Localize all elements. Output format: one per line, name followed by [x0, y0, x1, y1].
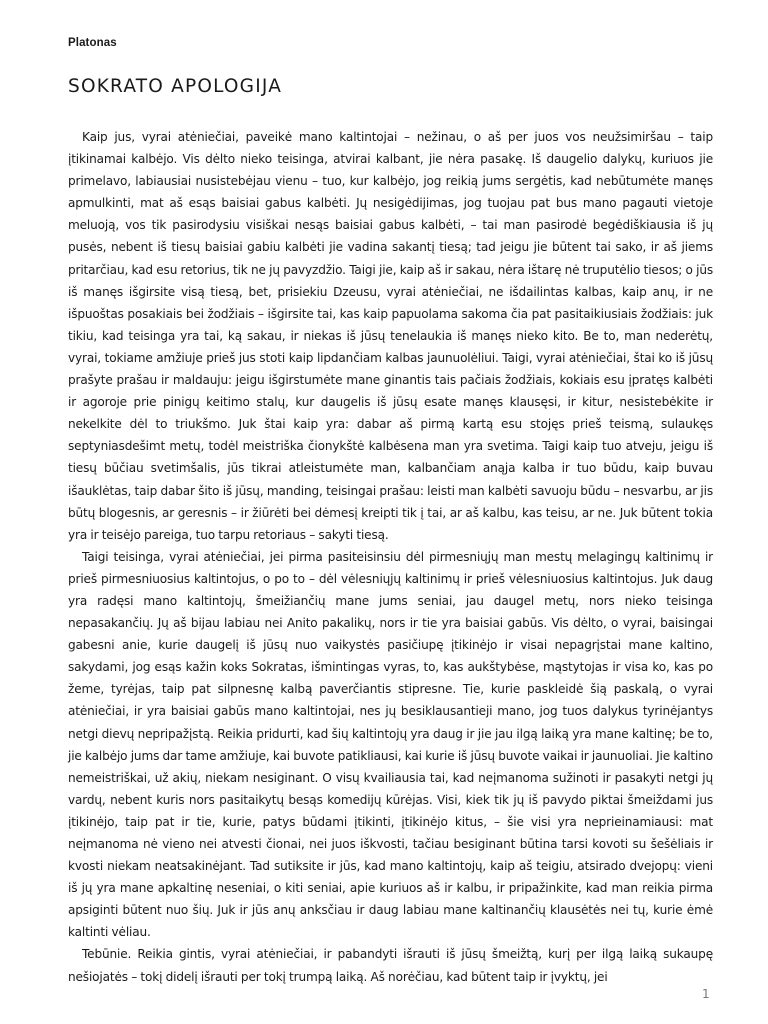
author-name: Platonas	[68, 37, 117, 49]
paragraph-3	[68, 943, 713, 987]
paragraph-3-text: Tebūnie. Reikia gintis, vyrai atėniečiai, ir pabandyti išrauti iš jūsų šmeižtą, kurį per ilgą laiką sukaupę nešiojatės – tokį didelį išrauti per tokį trumpą laiką. Aš norėčiau, kad būtent taip ir įvyktų, jei	[68, 947, 713, 984]
paragraph-1-text: Kaip jus, vyrai atėniečiai, paveikė mano kaltintojai – nežinau, o aš per juos vos neužsimiršau – taip įtikinamai kalbėjo. Vis dėlto nieko teisinga, atvirai kalbant, jie nėra pasakę. Iš daugelio dalykų, kuriuos jie primelavo, labiausiai nusistebėjau vienu – tuo, kur kalbėjo, jog reikią jums sergėtis, kad nebūtumėte manęs apmulkinti, mat aš esąs baisiai gabus kalbėti. Jų nesigėdijimas, jog tuojau pat bus mano pagauti vietoje meluoją, vos tik pasirodysiu visiškai nesąs baisiai gabus kalbėti, – tai man pasirodė begėdiškiausia iš jų pusės, nebent iš tiesų baisiai gabiu kalbėti jie vadina sakantį tiesą; tad jeigu jie būtent tai sako, ir aš jiems pritarčiau, kad esu retorius, tik ne jų pavyzdžio. Taigi jie, kaip aš ir sakau, nėra ištarę nė truputėlio tiesos; o jūs iš manęs išgirsite visą tiesą, bet, prisiekiu Dzeusu, vyrai atėniečiai, ne išdailintas kalbas, kaip anų, ir ne išpuoštas posakiais bei žodžiais – išgirsite tai, kas kaip papuolama sakoma čia pat pasitaikiusiais žodžiais: juk tikiu, kad teisinga yra tai, ką sakau, ir niekas iš jūsų tenelaukia iš manęs nieko kito. Be to, man nederėtų, vyrai, tokiame amžiuje prieš jus stoti kaip lipdančiam kalbas jaunuolėliui. Taigi, vyrai atėniečiai, štai ko iš jūsų prašyte prašau ir maldauju: jeigu išgirstumėte mane ginantis tais pačiais žodžiais, kokiais esu įpratęs kalbėti ir agoroje prie pinigų keitimo stalų, kur daugelis iš jūsų esate manęs klausęsi, ir kitur, nesistebėkite ir nekelkite dėl to triukšmo. Juk štai kaip yra: dabar aš pirmą kartą esu stojęs prieš teismą, sulaukęs septyniasdešimt metų, todėl meistriška čionykštė kalbėsena man yra svetima. Taigi kaip tuo atveju, jeigu iš tiesų būčiau svetimšalis, jūs tikrai atleistumėte man, kalbančiam anąja kalba ir tuo būdu, kaip buvau išauklėtas, taip dabar šito iš jūsų, manding, teisingai prašau: leisti man kalbėti savuoju būdu – nesvarbu, ar jis būtų blogesnis, ar geresnis – ir žiūrėti bei dėmesį kreipti tik į tai, ar aš kalbu, kas teisu, ar ne. Juk būtent tokia yra ir teisėjo pareiga, tuo tarpu retoriaus – sakyti tiesą.	[68, 130, 713, 542]
document-title: SOKRATO APOLOGIJA	[68, 76, 283, 97]
paragraph-2	[68, 546, 713, 944]
document-body	[68, 126, 713, 988]
paragraph-1	[68, 126, 713, 546]
paragraph-2-text: Taigi teisinga, vyrai atėniečiai, jei pirma pasiteisinsiu dėl pirmesniųjų man mestų melagingų kaltinimų ir prieš pirmesniuosius kaltintojus, o po to – dėl vėlesniųjų kaltinimų ir prieš vėlesniuosius kaltintojus. Juk daug yra radęsi mano kaltintojų, šmeižiančių mane jums seniai, jau daugel metų, nors nieko teisinga nepasakančių. Jų aš bijau labiau nei Anito pakalikų, nors ir tie yra baisiai gabūs. Vis dėlto, o vyrai, baisingai gabesni anie, kurie daugelį iš jūsų nuo vaikystės pasičiupę įtikinėjo ir visai nepagrįstai mane kaltino, sakydami, jog esąs kažin koks Sokratas, išmintingas vyras, to, kas aukštybėse, mąstytojas ir visa ko, kas po žeme, tyrėjas, taip pat silpnesnę kalbą paverčiantis stipresne. Tie, kurie paskleidė šią paskalą, o vyrai atėniečiai, ir yra baisiai gabūs mano kaltintojai, nes jų besiklausantieji mano, jog tuos dalykus tyrinėjantys netgi dievų nepripažįstą. Reikia pridurti, kad šių kaltintojų yra daug ir jie jau ilgą laiką yra mane kaltinę; be to, jie kalbėjo jums dar tame amžiuje, kai buvote patikliausi, kai kurie iš jūsų buvote vaikai ir jaunuoliai. Jie kaltino nemeistriškai, už akių, niekam nesiginant. O visų kvailiausia tai, kad neįmanoma sužinoti ir pasakyti netgi jų vardų, nebent kuris nors pasitaikytų besąs komedijų kūrėjas. Visi, kiek tik jų iš pavydo piktai šmeiždami jus įtikinėjo, taip pat ir tie, kurie, patys būdami įtikinti, įtikinėjo kitus, – šie visi yra neprieinamiausi: mat neįmanoma nė vieno nei atvesti čionai, nei juos iškvosti, tačiau besiginant būtina tarsi kovoti su šešėliais ir kvosti niekam neatsakinėjant. Tad sutiksite ir jūs, kad mano kaltintojų, kaip aš teigiu, atsirado dvejopų: vieni iš jų yra mane apkaltinę neseniai, o kiti seniai, apie kuriuos aš ir kalbu, ir pripažinkite, kad man reikia pirma apsiginti būtent nuo šių. Juk ir jūs anų anksčiau ir daug labiau mane kaltinančių klausėtės nei tų, kurie ėmė kaltinti vėliau.	[68, 549, 713, 940]
page-number: 1	[702, 987, 710, 1001]
